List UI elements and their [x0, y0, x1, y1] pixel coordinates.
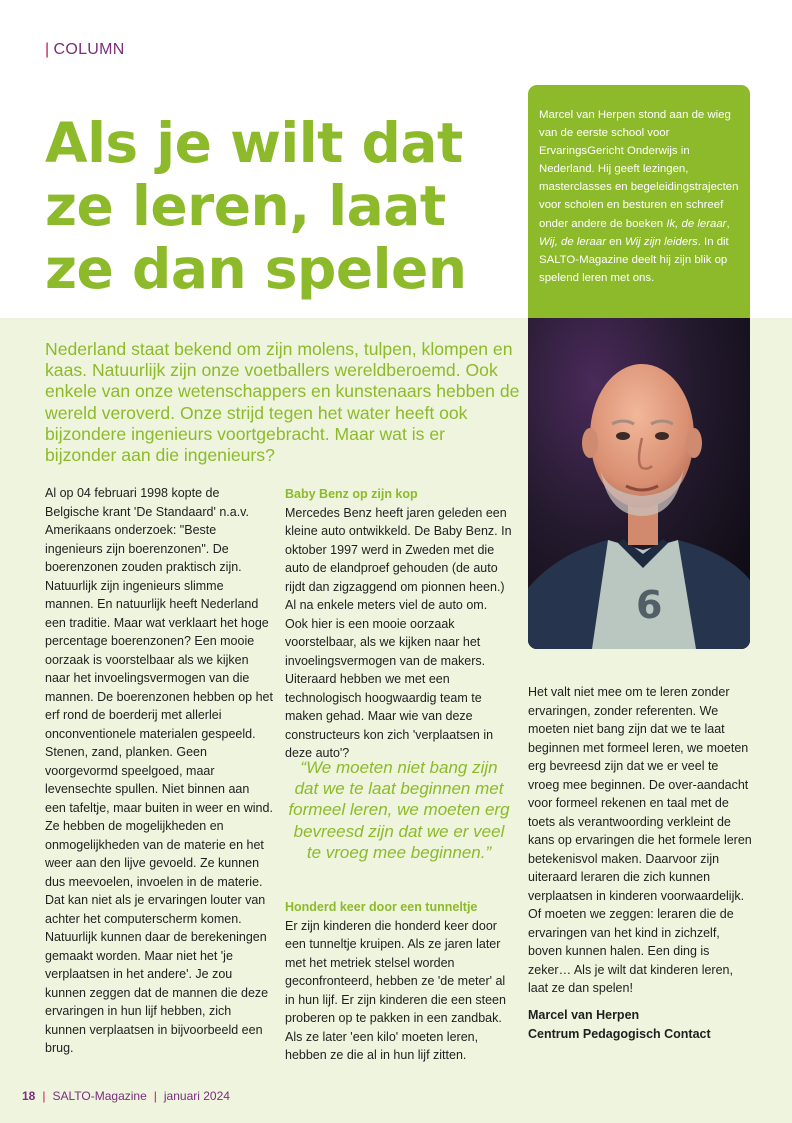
magazine-name: SALTO-Magazine	[52, 1089, 147, 1103]
page-footer	[22, 1089, 230, 1103]
article-title: Als je wilt dat ze leren, laat ze dan spelen	[45, 111, 467, 301]
body-column-3	[528, 683, 753, 998]
section-bar: |	[45, 41, 50, 58]
page-number: 18	[22, 1089, 36, 1103]
author-organization: Centrum Pedagogisch Contact	[528, 1027, 711, 1041]
book-title: Wij, de leraar	[539, 235, 606, 248]
intro-separator: en	[606, 235, 625, 248]
section-label-text: COLUMN	[53, 41, 125, 58]
portrait-photo	[528, 318, 750, 649]
book-title: Ik, de leraar	[666, 217, 727, 230]
svg-text:6: 6	[636, 583, 663, 627]
body-paragraph: Al op 04 februari 1998 kopte de Belgische krant 'De Standaard' n.a.v. Amerikaans onderzoek: "Beste ingenieurs zijn boerenzonen". De boerenzonen zouden praktisch zijn. Natuurlijk zijn ingenieurs slimme mannen. En natuurlijk heeft Nederland een traditie. Maar wat verklaart het hoge percentage boerenzonen? Een mooie oorzaak is voorstelbaar als we kijken naar het invoelingsvermogen van die mannen. De boerenzonen hebben op het erf rond de boerderij met allerlei onconventionele materialen gespeeld. Stenen, zand, planken. Geen voorgevormd speelgoed, maar levensechte spullen. Niet binnen aan een tafeltje, maar buiten in weer en wind. Ze hebben de mogelijkheden en onmogelijkheden van de materie en het weer aan den lijve gevoeld. Ze kunnen dus meevoelen, invoelen in de materie. Dat kan niet als je ervaringen louter van achter het computerscherm komen. Natuurlijk kunnen daar de berekeningen gemaakt worden. Maar niet het 'je verplaatsen in het andere'. Je zou kunnen zeggen dat de mannen die deze ervaringen in hun lijf hebben, zich kunnen verplaatsen in bijvoorbeeld een brug.	[45, 486, 273, 1055]
intro-text-end: . In dit SALTO-Magazine deelt hij zijn blik op spelend leren met ons.	[539, 235, 729, 284]
author-signature	[528, 1006, 753, 1044]
body-paragraph: Mercedes Benz heeft jaren geleden een kleine auto ontwikkeld. De Baby Benz. In oktober 1997 werd in Zweden met die auto de elandproef gehouden (de auto rijdt dan zigzaggend om pionnen heen.) Al na enkele meters viel de auto om. Ook hier is een mooie oorzaak voorstelbaar, als we kijken naar het invoelingsvermogen van de makers. Uiteraard hebben we met een technologisch hoogwaardig team te maken gehad. Maar wie van deze constructeurs kon zich 'verplaatsen in deze auto'?	[285, 505, 512, 760]
body-paragraph: Er zijn kinderen die honderd keer door een tunneltje kruipen. Als ze jaren later met het metriek stelsel worden geconfronteerd, hebben ze 'de meter' al in hun lijf. Er zijn kinderen die een steen proberen op te pakken in een zandbak. Als ze later 'een kilo' moeten leren, hebben ze die al in hun lijf zitten.	[285, 918, 506, 1062]
pull-quote: “We moeten niet bang zijn dat we te laat beginnen met formeel leren, we moeten erg bevreesd zijn dat we er veel te vroeg mee beginnen.”	[288, 758, 510, 862]
subheading: Baby Benz op zijn kop	[285, 487, 418, 501]
portrait-illustration	[528, 318, 750, 649]
author-name: Marcel van Herpen	[528, 1008, 640, 1022]
footer-separator: |	[42, 1089, 46, 1103]
author-intro-box	[528, 85, 750, 318]
subheading: Honderd keer door een tunneltje	[285, 900, 478, 914]
section-label	[45, 41, 125, 59]
body-column-2-top	[285, 485, 513, 763]
issue-date: januari 2024	[163, 1089, 230, 1103]
book-title: Wij zijn leiders	[625, 235, 698, 248]
body-column-1	[45, 484, 273, 1058]
intro-separator: ,	[726, 217, 730, 230]
body-paragraph: Het valt niet mee om te leren zonder ervaringen, zonder referenten. We moeten niet bang zijn dat we te laat beginnen met formeel leren, we moeten erg bevreesd zijn dat we er veel te vroeg mee beginnen. De over-aandacht voor formeel rekenen en taal met de toets als verantwoording verkleint de kans op ervaringen die het formele leren betekenisvol maken. Daarvoor zijn uiteraard leraren die zich kunnen verplaatsen in kinderen voorwaardelijk. Of moeten we zeggen: leraren die de ervaringen van het kind in zichzelf, boven kunnen halen. Een ding is zeker… Als je wilt dat kinderen leren, laat ze dan spelen!	[528, 685, 752, 995]
body-column-2-bottom	[285, 898, 513, 1065]
lead-paragraph: Nederland staat bekend om zijn molens, tulpen, klompen en kaas. Natuurlijk zijn onze voetballers wereldberoemd. Ook enkele van onze wetenschappers en kunstenaars hebben de wereld veroverd. Onze strijd tegen het water heeft ook bijzondere ingenieurs voortgebracht. Maar wat is er bijzonder aan die ingenieurs?	[45, 339, 520, 466]
intro-text: Marcel van Herpen stond aan de wieg van de eerste school voor ErvaringsGericht Onderwijs in Nederland. Hij geeft lezingen, masterclasses en begeleidingstrajecten voor scholen en besturen en schreef onder andere de boeken	[539, 109, 739, 230]
footer-separator: |	[153, 1089, 157, 1103]
